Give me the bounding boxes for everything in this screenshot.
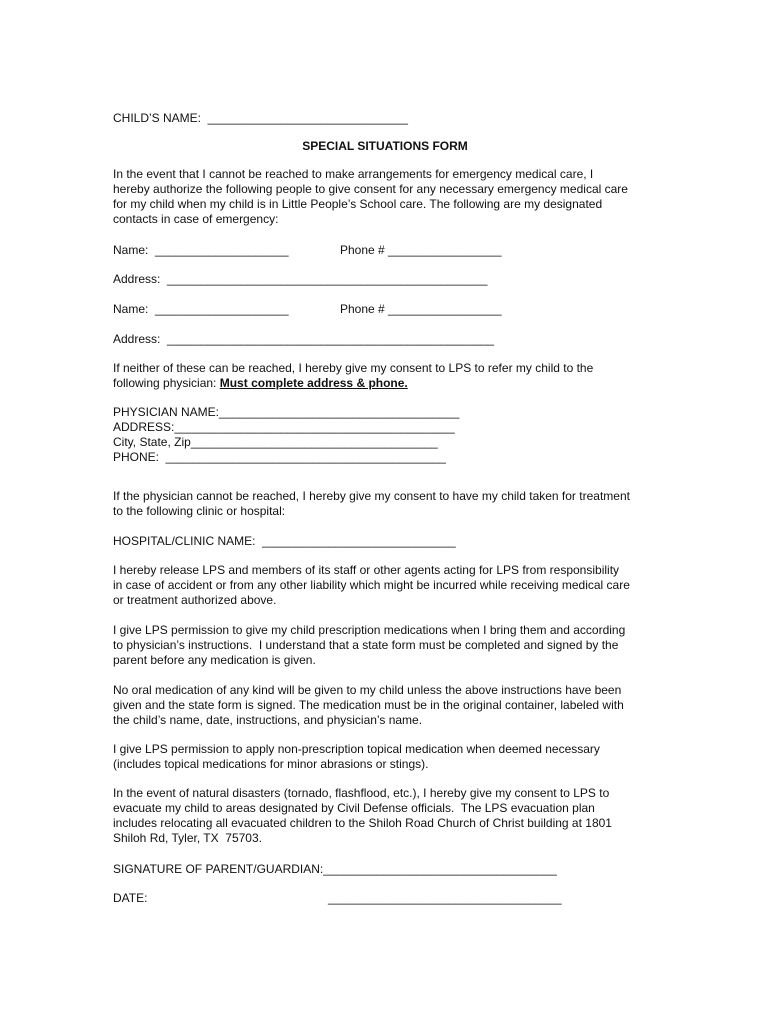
contact2-address-field[interactable]: Address: _________________________________________________: [113, 332, 495, 346]
topical-paragraph: [113, 742, 663, 772]
release-line: or treatment authorized above.: [113, 593, 277, 607]
physician-name-field[interactable]: PHYSICIAN NAME:____________________________________: [113, 405, 460, 419]
physician-city-field[interactable]: City, State, Zip_____________________________________: [113, 435, 438, 449]
release-line: I hereby release LPS and members of its staff or other agents acting for LPS from responsibility: [113, 563, 620, 577]
oral-medication-paragraph: [113, 683, 663, 728]
physician-intro-paragraph: [113, 361, 663, 391]
evacuation-line: Shiloh Rd, Tyler, TX 75703.: [113, 831, 262, 845]
topical-line: I give LPS permission to apply non-prescription topical medication when deemed necessary: [113, 742, 600, 756]
intro-line: hereby authorize the following people to give consent for any necessary emergency medical care: [113, 182, 628, 196]
date-label: DATE:: [113, 891, 148, 905]
oral-medication-line: No oral medication of any kind will be given to my child unless the above instructions have been: [113, 683, 622, 697]
contact1-phone-field[interactable]: Phone # _________________: [340, 243, 502, 257]
release-line: in case of accident or from any other liability which might be incurred while receiving medical care: [113, 578, 630, 592]
signature-field[interactable]: SIGNATURE OF PARENT/GUARDIAN:___________________________________: [113, 862, 557, 876]
contact1-name-field[interactable]: Name: ____________________: [113, 243, 289, 257]
physician-phone-field[interactable]: PHONE: __________________________________________: [113, 450, 446, 464]
childs-name-field[interactable]: CHILD’S NAME: ______________________________: [113, 111, 408, 125]
contact2-name-field[interactable]: Name: ____________________: [113, 302, 289, 316]
physician-intro-emphasis: Must complete address & phone.: [219, 376, 408, 390]
oral-medication-line: given and the state form is signed. The medication must be in the original container, labeled with: [113, 698, 624, 712]
physician-block: [113, 405, 663, 465]
physician-intro-text: following physician:: [113, 376, 220, 390]
evacuation-line: evacuate my child to areas designated by Civil Defense officials. The LPS evacuation plan: [113, 801, 595, 815]
physician-intro-line: [113, 376, 663, 391]
contact1-address-field[interactable]: Address: ________________________________________________: [113, 272, 488, 286]
date-field[interactable]: ___________________________________: [328, 891, 562, 905]
hospital-intro-paragraph: [113, 489, 663, 519]
contact2-phone-field[interactable]: Phone # _________________: [340, 302, 502, 316]
prescription-line: parent before any medication is given.: [113, 653, 316, 667]
evacuation-paragraph: [113, 786, 663, 846]
intro-line: contacts in case of emergency:: [113, 212, 279, 226]
form-title: SPECIAL SITUATIONS FORM: [302, 139, 468, 153]
prescription-line: I give LPS permission to give my child prescription medications when I bring them and according: [113, 623, 626, 637]
hospital-name-field[interactable]: HOSPITAL/CLINIC NAME: _____________________________: [113, 534, 456, 548]
evacuation-line: In the event of natural disasters (tornado, flashflood, etc.), I hereby give my consent to LPS to: [113, 786, 610, 800]
physician-address-field[interactable]: ADDRESS:__________________________________________: [113, 420, 455, 434]
prescription-line: to physician’s instructions. I understand that a state form must be completed and signed by the: [113, 638, 619, 652]
intro-line: In the event that I cannot be reached to make arrangements for emergency medical care, I: [113, 167, 594, 181]
hospital-intro-line: If the physician cannot be reached, I hereby give my consent to have my child taken for treatment: [113, 489, 630, 503]
evacuation-line: includes relocating all evacuated children to the Shiloh Road Church of Christ building at 1801: [113, 816, 612, 830]
hospital-intro-line: to the following clinic or hospital:: [113, 504, 286, 518]
topical-line: (includes topical medications for minor abrasions or stings).: [113, 757, 429, 771]
release-paragraph: [113, 563, 663, 608]
oral-medication-line: the child’s name, date, instructions, and physician’s name.: [113, 713, 423, 727]
intro-paragraph: [113, 167, 663, 227]
prescription-paragraph: [113, 623, 663, 668]
intro-line: for my child when my child is in Little People’s School care. The following are my designated: [113, 197, 603, 211]
physician-intro-line: If neither of these can be reached, I hereby give my consent to LPS to refer my child to the: [113, 361, 594, 375]
